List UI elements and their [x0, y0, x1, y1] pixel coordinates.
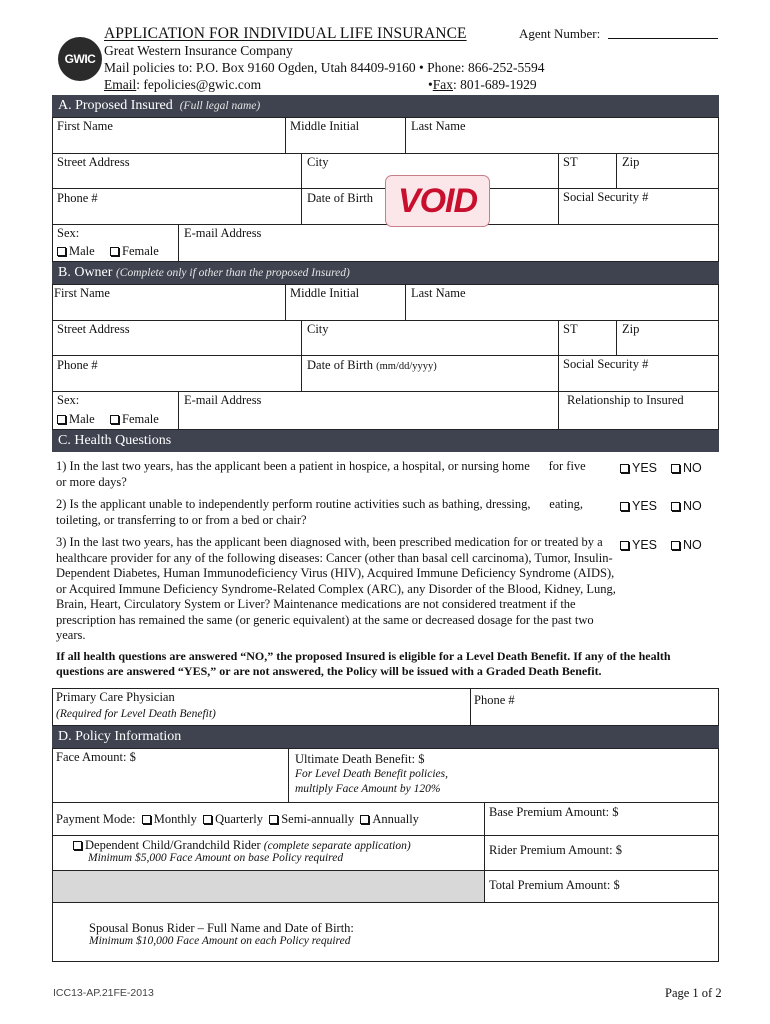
section-a-header [52, 95, 719, 117]
rider-premium-label: Rider Premium Amount: $ [489, 843, 622, 857]
q3-no-label: NO [683, 538, 702, 552]
b-phone-label: Phone # [57, 358, 98, 372]
email-label: Email [104, 77, 137, 92]
agent-number-label: Agent Number: [519, 26, 601, 41]
b-dob-text: Date of Birth [307, 358, 373, 372]
email-value: : fepolicies@gwic.com [136, 77, 262, 92]
spousal-rider-label: Spousal Bonus Rider – Full Name and Date of Birth: [89, 921, 354, 935]
rider-checkbox[interactable] [73, 841, 82, 850]
pcp-note: (Required for Level Death Benefit) [56, 708, 216, 720]
payment-mode-label: Payment Mode: [56, 812, 136, 826]
spousal-rider-minimum: Minimum $10,000 Face Amount on each Policy required [89, 935, 351, 947]
annually-option[interactable] [360, 812, 419, 826]
a-email-label: E-mail Address [184, 226, 262, 240]
b-last-name-label: Last Name [411, 286, 466, 300]
form-title: APPLICATION FOR INDIVIDUAL LIFE INSURANCE [104, 25, 467, 42]
q3-no-checkbox[interactable] [671, 541, 680, 550]
company-logo: GWIC [58, 37, 102, 81]
b-st-label: ST [563, 322, 578, 336]
b-zip-label: Zip [622, 322, 640, 336]
q2-no-option[interactable] [671, 499, 702, 513]
page-number: Page 1 of 2 [665, 986, 722, 1000]
q2-no-label: NO [683, 499, 702, 513]
q2-yes-checkbox[interactable] [620, 502, 629, 511]
q1-yes-option[interactable] [620, 461, 657, 475]
a-male-checkbox[interactable] [57, 247, 66, 256]
ultimate-note-1: For Level Death Benefit policies, [295, 768, 448, 780]
b-relationship-label: Relationship to Insured [567, 393, 684, 407]
semi-annually-checkbox[interactable] [269, 815, 278, 824]
quarterly-option[interactable] [203, 812, 263, 826]
q3-no-option[interactable] [671, 538, 702, 552]
b-male-option[interactable] [57, 412, 95, 427]
payment-mode-row [56, 812, 419, 827]
q2-yes-label: YES [632, 499, 658, 513]
a-middle-initial-label: Middle Initial [290, 119, 360, 133]
fax-bullet: • [428, 77, 433, 92]
health-question-1: 1) In the last two years, has the applicant been a patient in hospice, a hospital, or nursing home for five or more days? [56, 459, 586, 489]
face-amount-label: Face Amount: $ [56, 750, 136, 764]
semi-annually-option[interactable] [269, 812, 354, 826]
a-female-label: Female [122, 244, 159, 258]
q3-yes-checkbox[interactable] [620, 541, 629, 550]
b-dob-format: (mm/dd/yyyy) [376, 361, 437, 372]
form-code: ICC13-AP.21FE-2013 [53, 987, 154, 999]
a-dob-label: Date of Birth [307, 191, 373, 205]
section-d-header [52, 726, 719, 748]
health-notice: If all health questions are answered “NO,” the proposed Insured is eligible for a Level Death Benefit. If any of the health questions are answered “YES,” or are not answered, the Policy will be issued with a Graded Death Benefit. [56, 649, 671, 678]
a-sex-label: Sex: [57, 226, 80, 240]
monthly-label: Monthly [153, 812, 197, 826]
total-premium-label: Total Premium Amount: $ [489, 878, 620, 892]
a-city-label: City [307, 155, 329, 169]
annually-checkbox[interactable] [360, 815, 369, 824]
b-city-field[interactable] [301, 320, 559, 356]
q1-no-label: NO [683, 461, 702, 475]
section-a-title: A. Proposed Insured [58, 98, 173, 113]
fax-label: Fax [432, 77, 453, 92]
b-city-label: City [307, 322, 329, 336]
a-male-option[interactable] [57, 244, 95, 259]
quarterly-checkbox[interactable] [203, 815, 212, 824]
pcp-label: Primary Care Physician [56, 690, 175, 704]
q1-yes-label: YES [632, 461, 658, 475]
section-b-subtitle: (Complete only if other than the proposed Insured) [115, 267, 350, 279]
rider-label: Dependent Child/Grandchild Rider [85, 838, 261, 852]
a-male-label: Male [69, 244, 95, 258]
b-sex-label: Sex: [57, 393, 80, 407]
a-female-option[interactable] [110, 244, 159, 259]
b-female-label: Female [122, 412, 159, 426]
a-last-name-label: Last Name [411, 119, 466, 133]
rider-minimum: Minimum $5,000 Face Amount on base Policy required [88, 852, 344, 864]
b-dob-label [307, 358, 437, 373]
section-c-title: C. Health Questions [58, 433, 172, 448]
rider-option[interactable] [73, 838, 411, 853]
a-female-checkbox[interactable] [110, 247, 119, 256]
b-male-label: Male [69, 412, 95, 426]
mail-line: Mail policies to: P.O. Box 9160 Ogden, Utah 84409-9160 • Phone: 866-252-5594 [104, 60, 545, 75]
section-b-title: B. Owner [58, 265, 113, 280]
quarterly-label: Quarterly [215, 812, 263, 826]
fax-value: : 801-689-1929 [452, 77, 537, 92]
q3-yes-option[interactable] [620, 538, 657, 552]
annually-label: Annually [372, 812, 419, 826]
q1-yes-checkbox[interactable] [620, 464, 629, 473]
rider-note: (complete separate application) [263, 840, 411, 852]
semi-annually-label: Semi-annually [281, 812, 355, 826]
a-street-label: Street Address [57, 155, 130, 169]
a-first-name-label: First Name [57, 119, 113, 133]
monthly-option[interactable] [142, 812, 197, 826]
q3-yes-label: YES [632, 538, 658, 552]
shaded-area-border [52, 870, 485, 903]
b-first-name-label: First Name [54, 286, 110, 300]
q1-no-checkbox[interactable] [671, 464, 680, 473]
q2-yes-option[interactable] [620, 499, 657, 513]
q1-no-option[interactable] [671, 461, 702, 475]
q2-no-checkbox[interactable] [671, 502, 680, 511]
fax-line [428, 77, 537, 93]
section-d-title: D. Policy Information [58, 729, 182, 744]
a-st-label: ST [563, 155, 578, 169]
health-question-3: 3) In the last two years, has the applicant been diagnosed with, been prescribed medication for or treated by a healthcare provider for any of the following diseases: Cancer (other than basal cell carcinoma), Tumor, Insulin-Dependent Diabetes, Human Immunodeficiency Virus (HIV), Acquired Immune Deficiency Syndrome (AIDS), or Acquired Immune Deficiency Syndrome-Related Complex (ARC), any Disorder of the Blood, Kidney, Lung, Brain, Heart, Circulatory System or Liver? Maintenance medications are not considered treatment if the prescription has remained the same (or generic equivalent) at the same or decreased dosage for the past two years. [56, 535, 616, 642]
b-female-checkbox[interactable] [110, 415, 119, 424]
agent-number-field[interactable] [608, 38, 718, 39]
pcp-phone-label: Phone # [474, 693, 515, 707]
email-line [104, 77, 261, 93]
b-ssn-label: Social Security # [563, 357, 649, 371]
section-b-header [52, 262, 719, 284]
b-middle-initial-label: Middle Initial [290, 286, 360, 300]
monthly-checkbox[interactable] [142, 815, 151, 824]
a-ssn-label: Social Security # [563, 190, 649, 204]
section-a-subtitle: (Full legal name) [179, 100, 261, 112]
section-c-header [52, 430, 719, 452]
ultimate-benefit-label: Ultimate Death Benefit: $ [295, 752, 425, 766]
company-name: Great Western Insurance Company [104, 43, 293, 58]
b-female-option[interactable] [110, 412, 159, 427]
void-stamp: VOID [385, 175, 490, 227]
b-email-label: E-mail Address [184, 393, 262, 407]
a-phone-label: Phone # [57, 191, 98, 205]
b-male-checkbox[interactable] [57, 415, 66, 424]
b-street-label: Street Address [57, 322, 130, 336]
a-zip-label: Zip [622, 155, 640, 169]
health-question-2: 2) Is the applicant unable to independently perform routine activities such as bathing, dressing, eating, toileting, or transferring to or from a bed or chair? [56, 497, 583, 527]
base-premium-label: Base Premium Amount: $ [489, 805, 619, 819]
ultimate-note-2: multiply Face Amount by 120% [295, 783, 441, 795]
